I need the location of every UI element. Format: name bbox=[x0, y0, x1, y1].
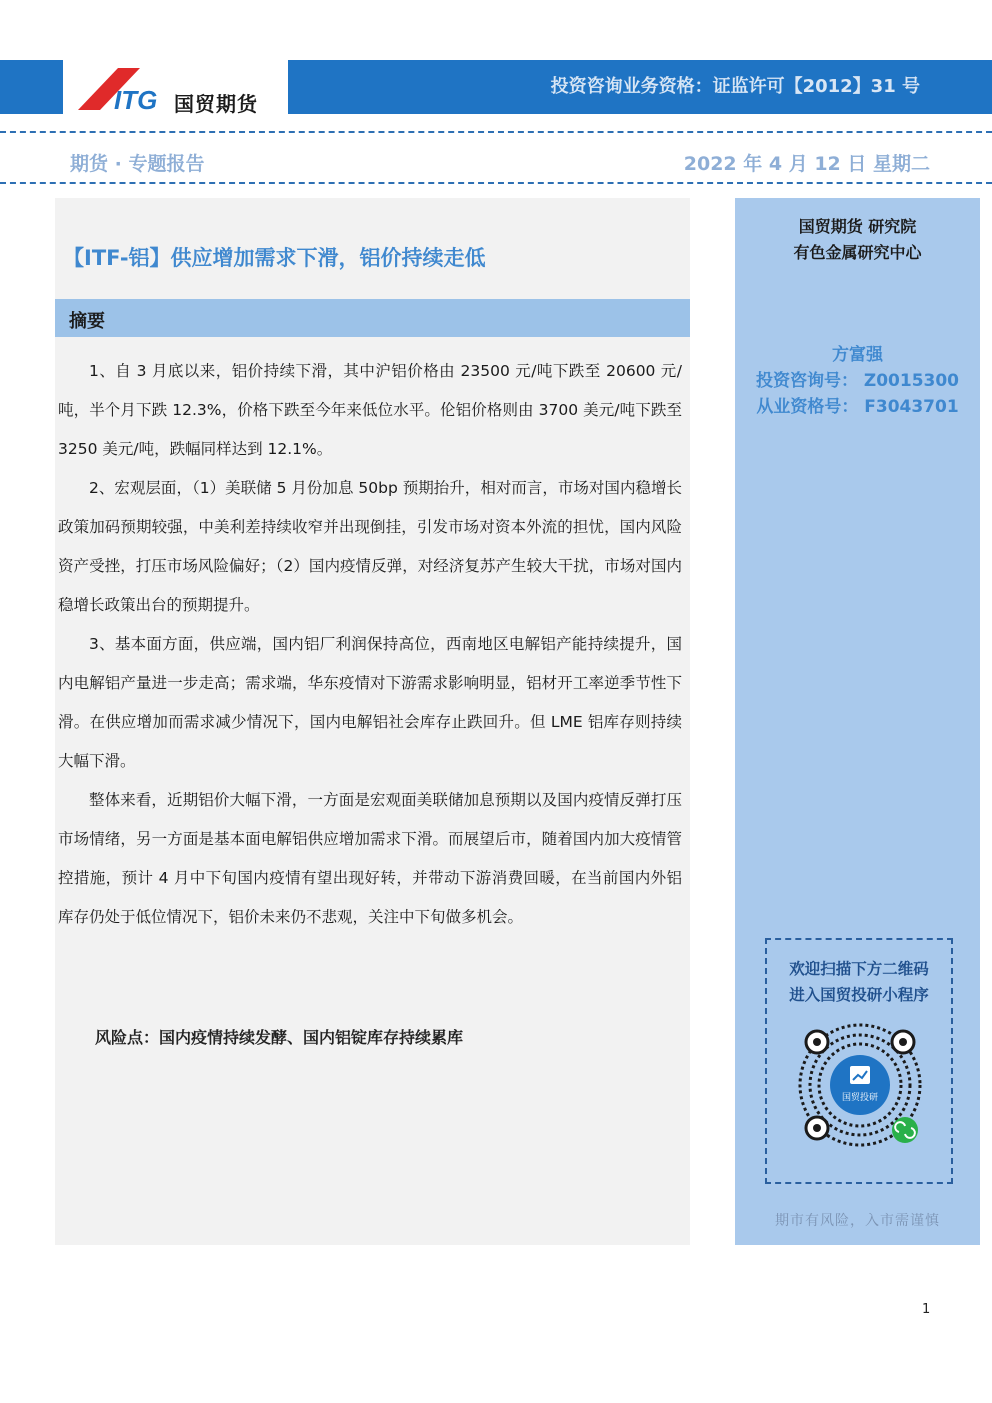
report-title: 【ITF-铝】供应增加需求下滑，铝价持续走低 bbox=[63, 246, 486, 270]
sidebar bbox=[735, 198, 980, 1245]
summary-label: 摘要 bbox=[69, 311, 105, 332]
itg-logo-icon bbox=[78, 68, 174, 112]
brand-name: 国贸期货 bbox=[174, 92, 258, 116]
mini-program-qr-code[interactable] bbox=[795, 1020, 925, 1150]
org-line-2: 有色金属研究中心 bbox=[793, 243, 922, 262]
risk-points: 风险点：国内疫情持续发酵、国内铝锭库存持续累库 bbox=[95, 1028, 464, 1047]
org-info bbox=[735, 214, 980, 266]
svg-text:ITG: ITG bbox=[114, 85, 158, 112]
paragraph-2: 2、宏观层面，（1）美联储 5 月份加息 50bp 预期抬升，相对而言，市场对国内稳增长政策加码预期较强，中美利差持续收窄并出现倒挂，引发市场对资本外流的担忧，国内风险资产受挫，打压市场风险偏好；（2）国内疫情反弹，对经济复苏产生较大干扰，市场对国内稳增长政策出台的预期提升。 bbox=[58, 479, 682, 614]
qr-section bbox=[765, 938, 953, 1184]
report-type: 期货 · 专题报告 bbox=[70, 153, 205, 175]
divider-top bbox=[0, 131, 992, 133]
qualification-text: 投资咨询业务资格：证监许可【2012】31 号 bbox=[550, 76, 920, 97]
analyst-info bbox=[735, 342, 980, 420]
qr-caption-line-1: 欢迎扫描下方二维码 bbox=[789, 960, 929, 978]
analyst-name: 方富强 bbox=[832, 345, 883, 365]
org-line-1: 国贸期货 研究院 bbox=[798, 217, 917, 236]
consult-number: 投资咨询号： Z0015300 bbox=[755, 371, 960, 391]
header-band-left bbox=[0, 60, 63, 114]
summary-header bbox=[55, 299, 690, 337]
company-logo bbox=[78, 68, 278, 116]
main-panel bbox=[55, 198, 690, 1245]
summary-body bbox=[58, 352, 682, 937]
page-number: 1 bbox=[922, 1302, 931, 1317]
report-date: 2022 年 4 月 12 日 星期二 bbox=[683, 153, 930, 175]
paragraph-3: 3、基本面方面，供应端，国内铝厂利润保持高位，西南地区电解铝产能持续提升，国内电解铝产量进一步走高；需求端，华东疫情对下游需求影响明显，铝材开工率逆季节性下滑。在供应增加而需求减少情况下，国内电解铝社会库存止跌回升。但 LME 铝库存则持续大幅下滑。 bbox=[58, 635, 682, 770]
risk-disclaimer: 期市有风险，入市需谨慎 bbox=[775, 1213, 940, 1229]
svg-text:国贸投研: 国贸投研 bbox=[841, 1093, 879, 1103]
qr-caption-line-2: 进入国贸投研小程序 bbox=[789, 986, 929, 1004]
qr-caption bbox=[767, 956, 951, 1008]
paragraph-4: 整体来看，近期铝价大幅下滑，一方面是宏观面美联储加息预期以及国内疫情反弹打压市场情绪，另一方面是基本面电解铝供应增加需求下滑。而展望后市，随着国内加大疫情管控措施，预计 4 月中下旬国内疫情有望出现好转，并带动下游消费回暖，在当前国内外铝库存仍处于低位情况下，铝价未来仍不悲观，关注中下旬做多机会。 bbox=[58, 791, 682, 926]
practice-number: 从业资格号： F3043701 bbox=[756, 397, 959, 417]
paragraph-1: 1、自 3 月底以来，铝价持续下滑，其中沪铝价格由 23500 元/吨下跌至 20600 元/吨，半个月下跌 12.3%，价格下跌至今年来低位水平。伦铝价格则由 3700 美元/吨下跌至 3250 美元/吨，跌幅同样达到 12.1%。 bbox=[58, 362, 682, 458]
divider-bottom bbox=[0, 182, 992, 184]
